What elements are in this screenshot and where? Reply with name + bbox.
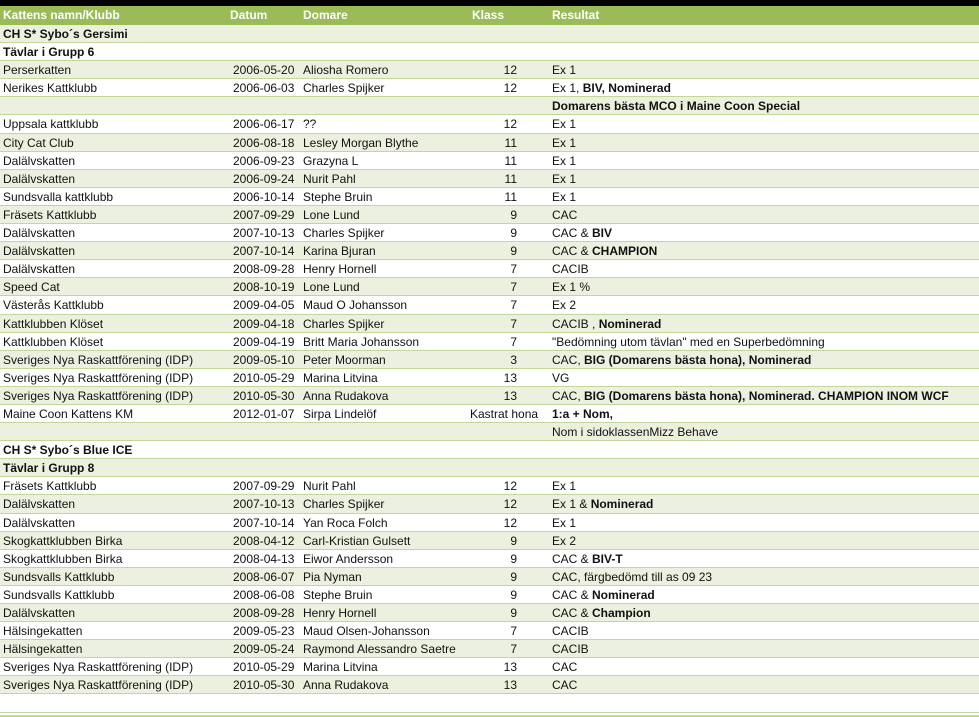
result-text: CAC, färgbedömd till as 09 23 — [552, 569, 713, 584]
club-cell: Dalälvskatten — [3, 497, 76, 512]
class-cell: 9 — [510, 244, 517, 259]
section-row — [0, 441, 979, 459]
result-cell — [552, 206, 577, 224]
result-cell — [552, 550, 623, 568]
result-cell — [552, 640, 589, 658]
result-text: Ex 1 — [552, 515, 577, 530]
class-cell: 7 — [510, 316, 517, 331]
date-cell: 2009-05-23 — [233, 624, 295, 639]
date-cell: 2008-06-07 — [233, 569, 295, 584]
result-cell — [552, 423, 718, 441]
judge-cell: Marina Litvina — [303, 370, 378, 385]
result-cell — [552, 676, 577, 694]
result-text: Ex 1, — [552, 81, 583, 96]
result-text: CAC — [552, 660, 578, 675]
date-cell: 2006-09-23 — [233, 153, 295, 168]
club-cell: Speed Cat — [3, 280, 60, 295]
table-row — [0, 676, 979, 694]
class-cell: 9 — [510, 533, 517, 548]
club-cell: Dalälvskatten — [3, 171, 76, 186]
class-cell: 9 — [510, 207, 517, 222]
table-row — [0, 97, 979, 115]
judge-cell: Charles Spijker — [303, 81, 385, 96]
date-cell: 2009-04-05 — [233, 298, 295, 313]
result-text: CAC — [552, 207, 578, 222]
result-cell — [552, 495, 653, 513]
table-row — [0, 586, 979, 604]
result-cell — [552, 514, 576, 532]
result-text: CACIB — [552, 642, 589, 657]
result-cell — [552, 622, 589, 640]
result-cell — [552, 115, 576, 133]
result-cell — [552, 477, 576, 495]
result-bold-text: Champion — [592, 606, 651, 620]
date-cell: 2010-05-30 — [233, 678, 295, 693]
class-cell: 9 — [510, 587, 517, 602]
class-cell: 11 — [504, 189, 517, 204]
result-text: CAC & — [552, 244, 593, 259]
class-cell: 9 — [510, 569, 517, 584]
judge-cell: Karina Bjuran — [303, 244, 376, 259]
class-cell: 7 — [510, 334, 517, 349]
club-cell: Dalälvskatten — [3, 226, 76, 241]
result-text: CAC — [552, 678, 578, 693]
table-row — [0, 134, 979, 152]
date-cell: 2006-06-03 — [233, 81, 295, 96]
judge-cell: Charles Spijker — [303, 497, 385, 512]
class-cell: 11 — [504, 135, 517, 150]
judge-cell: Nurit Pahl — [303, 171, 356, 186]
result-bold-text: BIG (Domarens bästa hona), Nominerad — [584, 352, 812, 367]
class-cell: 11 — [504, 171, 517, 186]
date-cell: 2008-09-28 — [233, 606, 295, 620]
table-row — [0, 495, 979, 513]
date-cell: 2006-08-18 — [233, 135, 295, 150]
class-cell: Kastrat hona — [470, 406, 539, 421]
header-result: Resultat — [552, 8, 600, 22]
judge-cell: Nurit Pahl — [303, 479, 356, 494]
club-cell: Perserkatten — [3, 63, 72, 78]
result-text: "Bedömning utom tävlan" med en Superbedömning — [552, 334, 825, 349]
header-club: Kattens namn/Klubb — [3, 8, 120, 22]
class-cell: 3 — [510, 352, 517, 367]
judge-cell: Lone Lund — [303, 207, 360, 222]
result-bold-text: Nominerad — [590, 497, 654, 512]
table-row — [0, 351, 979, 369]
section-title: Tävlar i Grupp 8 — [3, 461, 95, 476]
result-cell — [552, 134, 576, 152]
table-row — [0, 315, 979, 333]
judge-cell: Charles Spijker — [303, 226, 385, 241]
club-cell: Kattklubben Klöset — [3, 316, 104, 331]
date-cell: 2006-10-14 — [233, 189, 295, 204]
class-cell: 9 — [510, 226, 517, 241]
club-cell: Kattklubben Klöset — [3, 334, 104, 349]
class-cell: 12 — [503, 81, 517, 96]
class-cell: 12 — [503, 497, 517, 512]
table-row — [0, 658, 979, 676]
date-cell: 2012-01-07 — [233, 406, 295, 421]
result-text: Ex 2 — [552, 298, 577, 313]
result-cell — [552, 532, 576, 550]
result-text: Ex 1 — [552, 153, 577, 168]
class-cell: 7 — [510, 624, 517, 639]
club-cell: Uppsala kattklubb — [3, 117, 99, 132]
header-judge: Domare — [303, 8, 348, 22]
date-cell: 2009-04-18 — [233, 316, 295, 331]
club-cell: Dalälvskatten — [3, 153, 76, 168]
result-cell — [552, 658, 577, 676]
table-header — [0, 6, 979, 25]
result-text: Ex 1 — [552, 479, 577, 494]
club-cell: Dalälvskatten — [3, 262, 76, 277]
result-cell — [552, 242, 657, 260]
result-cell — [552, 586, 655, 604]
judge-cell: Lesley Morgan Blythe — [303, 135, 419, 150]
class-cell: 7 — [510, 262, 517, 277]
table-row — [0, 152, 979, 170]
club-cell: Skogkattklubben Birka — [3, 551, 123, 566]
section-row — [0, 459, 979, 477]
date-cell: 2007-10-14 — [233, 515, 295, 530]
result-cell — [552, 387, 949, 405]
club-cell: City Cat Club — [3, 135, 74, 150]
result-text: VG — [552, 370, 570, 385]
result-cell — [552, 224, 612, 242]
club-cell: Hälsingekatten — [3, 624, 83, 639]
judge-cell: Maud Olsen-Johansson — [303, 624, 430, 639]
class-cell: 9 — [510, 551, 517, 566]
class-cell: 9 — [510, 606, 517, 620]
result-bold-text: Domarens bästa MCO i Maine Coon Special — [552, 99, 801, 114]
table-row — [0, 188, 979, 206]
table-row — [0, 278, 979, 296]
class-cell: 12 — [503, 479, 517, 494]
club-cell: Sveriges Nya Raskattförening (IDP) — [3, 678, 194, 693]
table-row — [0, 604, 979, 622]
club-cell: Sundsvalls Kattklubb — [3, 569, 115, 584]
table-row — [0, 296, 979, 314]
date-cell: 2008-04-13 — [233, 551, 295, 566]
judge-cell: Lone Lund — [303, 280, 360, 295]
result-text: Ex 1 — [552, 189, 577, 204]
judge-cell: Aliosha Romero — [303, 63, 389, 78]
table-row — [0, 405, 979, 423]
judge-cell: ?? — [303, 117, 317, 132]
result-bold-text: 1:a + Nom, — [552, 406, 614, 421]
club-cell: Hälsingekatten — [3, 642, 83, 657]
table-row — [0, 423, 979, 441]
result-text: CACIB , — [552, 316, 599, 331]
club-cell: Sveriges Nya Raskattförening (IDP) — [3, 352, 194, 367]
club-cell: Dalälvskatten — [3, 515, 76, 530]
result-text: Ex 2 — [552, 533, 577, 548]
table-row — [0, 477, 979, 495]
header-class: Klass — [472, 8, 505, 22]
result-bold-text: Nominerad — [592, 587, 655, 602]
result-cell — [552, 97, 800, 115]
class-cell: 12 — [503, 515, 517, 530]
table-row — [0, 568, 979, 586]
date-cell: 2008-04-12 — [233, 533, 295, 548]
section-title: CH S* Sybo´s Gersimi — [3, 27, 128, 41]
judge-cell: Grazyna L — [303, 153, 359, 168]
result-cell — [552, 315, 661, 333]
result-text: CAC & — [552, 226, 593, 241]
result-text: Ex 1 — [552, 117, 577, 132]
class-cell: 12 — [503, 117, 517, 132]
table-row — [0, 61, 979, 79]
result-cell — [552, 351, 811, 369]
club-cell: Maine Coon Kattens KM — [3, 406, 134, 421]
club-cell: Fräsets Kattklubb — [3, 207, 97, 222]
result-bold-text: BIG (Domarens bästa hona), Nominerad. CHAMPION INOM WCF — [584, 388, 949, 403]
judge-cell: Anna Rudakova — [303, 388, 389, 403]
club-cell: Fräsets Kattklubb — [3, 479, 97, 494]
result-cell — [552, 568, 712, 586]
table-row — [0, 260, 979, 278]
club-cell: Västerås Kattklubb — [3, 298, 104, 313]
section-row — [0, 43, 979, 61]
result-bold-text: Nominerad — [598, 316, 662, 331]
result-bold-text: BIV, Nominerad — [582, 81, 671, 96]
result-cell — [552, 188, 576, 206]
date-cell: 2008-06-08 — [233, 587, 295, 602]
result-text: CACIB — [552, 262, 589, 277]
table-row — [0, 333, 979, 351]
date-cell: 2006-09-24 — [233, 171, 295, 186]
date-cell: 2007-09-29 — [233, 207, 295, 222]
judge-cell: Yan Roca Folch — [303, 515, 388, 530]
result-text: Nom i sidoklassenMizz Behave — [552, 425, 719, 440]
result-text: Ex 1 — [552, 171, 577, 186]
class-cell: 7 — [510, 280, 517, 295]
judge-cell: Britt Maria Johansson — [303, 334, 420, 349]
judge-cell: Eiwor Andersson — [303, 551, 394, 566]
table-row — [0, 242, 979, 260]
result-text: CAC, — [552, 388, 585, 403]
judge-cell: Henry Hornell — [303, 606, 377, 620]
result-cell — [552, 369, 569, 387]
class-cell: 13 — [503, 388, 517, 403]
table-row — [0, 387, 979, 405]
judge-cell: Henry Hornell — [303, 262, 377, 277]
judge-cell: Raymond Alessandro Saetre — [303, 642, 456, 657]
result-text: CAC, — [552, 352, 585, 367]
club-cell: Nerikes Kattklubb — [3, 81, 98, 96]
result-text: Ex 1 — [552, 135, 577, 150]
result-text: Ex 1 & — [552, 497, 591, 512]
judge-cell: Maud O Johansson — [303, 298, 408, 313]
date-cell: 2007-10-13 — [233, 226, 295, 241]
class-cell: 13 — [503, 660, 517, 675]
section-row — [0, 25, 979, 43]
date-cell: 2008-09-28 — [233, 262, 295, 277]
judge-cell: Sirpa Lindelöf — [303, 406, 377, 421]
result-cell — [552, 79, 671, 97]
table-row — [0, 532, 979, 550]
section-title: CH S* Sybo´s Blue ICE — [3, 443, 133, 458]
table-row — [0, 224, 979, 242]
result-cell — [552, 333, 825, 351]
judge-cell: Stephe Bruin — [303, 189, 373, 204]
table-row — [0, 170, 979, 188]
club-cell: Sveriges Nya Raskattförening (IDP) — [3, 388, 194, 403]
result-text: CACIB — [552, 624, 589, 639]
result-text: CAC & — [552, 606, 593, 620]
result-cell — [552, 170, 576, 188]
result-cell — [552, 260, 589, 278]
judge-cell: Charles Spijker — [303, 316, 385, 331]
result-bold-text: BIV-T — [592, 551, 623, 566]
result-cell — [552, 152, 576, 170]
date-cell: 2008-10-19 — [233, 280, 295, 295]
result-cell — [552, 405, 613, 423]
class-cell: 7 — [510, 642, 517, 657]
table-row — [0, 694, 979, 712]
club-cell: Sveriges Nya Raskattförening (IDP) — [3, 660, 194, 675]
date-cell: 2007-10-14 — [233, 244, 295, 259]
club-cell: Skogkattklubben Birka — [3, 533, 123, 548]
date-cell: 2006-06-17 — [233, 117, 295, 132]
table-row — [0, 369, 979, 387]
result-bold-text: BIV — [592, 226, 613, 241]
date-cell: 2010-05-29 — [233, 660, 295, 675]
class-cell: 13 — [503, 678, 517, 693]
result-cell — [552, 61, 576, 79]
result-bold-text: CHAMPION — [592, 244, 658, 259]
table-row — [0, 550, 979, 568]
class-cell: 12 — [503, 63, 517, 78]
club-cell: Sveriges Nya Raskattförening (IDP) — [3, 370, 194, 385]
date-cell: 2007-09-29 — [233, 479, 295, 494]
club-cell: Dalälvskatten — [3, 244, 76, 259]
result-text: Ex 1 — [552, 63, 577, 78]
date-cell: 2010-05-29 — [233, 370, 295, 385]
date-cell: 2009-05-24 — [233, 642, 295, 657]
result-cell — [552, 278, 590, 296]
table-row — [0, 514, 979, 532]
class-cell: 13 — [503, 370, 517, 385]
judge-cell: Carl-Kristian Gulsett — [303, 533, 411, 548]
judge-cell: Anna Rudakova — [303, 678, 389, 693]
club-cell: Dalälvskatten — [3, 606, 76, 620]
club-cell: Sundsvalla kattklubb — [3, 189, 114, 204]
judge-cell: Pia Nyman — [303, 569, 362, 584]
judge-cell: Marina Litvina — [303, 660, 378, 675]
result-text: Ex 1 % — [552, 280, 591, 295]
date-cell: 2010-05-30 — [233, 388, 295, 403]
date-cell: 2007-10-13 — [233, 497, 295, 512]
table-row — [0, 640, 979, 658]
table-row — [0, 115, 979, 133]
table-row — [0, 206, 979, 224]
result-text: CAC & — [552, 587, 593, 602]
result-text: CAC & — [552, 551, 593, 566]
header-date: Datum — [230, 8, 268, 22]
date-cell: 2006-05-20 — [233, 63, 295, 78]
result-cell — [552, 604, 651, 622]
table-row — [0, 79, 979, 97]
results-table-body — [0, 25, 979, 713]
class-cell: 11 — [504, 153, 517, 168]
judge-cell: Peter Moorman — [303, 352, 386, 367]
section-title: Tävlar i Grupp 6 — [3, 45, 95, 60]
table-row — [0, 622, 979, 640]
class-cell: 7 — [510, 298, 517, 313]
judge-cell: Stephe Bruin — [303, 587, 373, 602]
club-cell: Sundsvalls Kattklubb — [3, 587, 115, 602]
date-cell: 2009-04-19 — [233, 334, 295, 349]
date-cell: 2009-05-10 — [233, 352, 295, 367]
result-cell — [552, 296, 576, 314]
